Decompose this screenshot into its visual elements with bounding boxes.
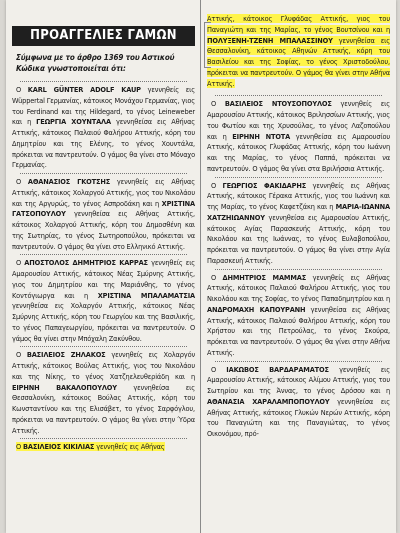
bride-name: ΓΕΩΡΓΙΑ ΧΟΥΝΤΑΛΑ <box>36 117 111 127</box>
groom-name: ΒΑΣΙΛΕΙΟΣ ΚΙΚΙΛΙΑΣ <box>23 442 95 452</box>
announcement-text: Ο ΔΗΜΗΤΡΙΟΣ ΜΑΜΜΑΣ γεννηθείς εις Αθήνας Αττικής, κάτοικος Παλαιού Φαλήρου Αττικής, γιος του Νικολάου και της Σοφίας, το γένος Παπαδημητρίου και η ΑΝΔΡΟΜΑΧΗ ΚΑΠΟΥΡΑΝΗ γεννηθείσα εις Αθήνας Αττικής, κάτοικος Παλαιού Φαλήρου Αττικής, κόρη του Χρήστου και της Πετρούλας, το γένος Σκούρα, πρόκειται να παντρευτούν. Ο γάμος θα γίνει στην Αθήνα Αττικής. <box>207 272 390 357</box>
announcement <box>12 173 195 252</box>
groom-name: ΒΑΣΙΛΕΙΟΣ ΖΗΛΑΚΟΣ <box>26 350 106 360</box>
groom-name: ΔΗΜΗΤΡΙΟΣ ΜΑΜΜΑΣ <box>222 272 307 282</box>
separator <box>215 95 382 96</box>
announcement-text: Ο ΒΑΣΙΛΕΙΟΣ ΝΤΟΥΣΟΠΟΥΛΟΣ γεννηθείς εις Αμαρουσίου Αττικής, κάτοικος Βριλησσίων Αττικής, γιος του Φωτίου και της Χρυσούλας, το γένος Λαζοπούλου και η ΕΙΡΗΝΗ ΝΤΟΤΑ γεννηθείσα εις Αμαρουσίου Αττικής, κάτοικος Γλυφάδας Αττικής, κόρη του Ιωάννη και της Μαρίας, το γένος Παππά, πρόκειται να παντρευτούν. Ο γάμος θα γίνει στα Βριλήσσια Αττικής. <box>207 99 391 173</box>
bride-name: ΠΟΛΥΞΕΝΗ-ΤΖΕΝΗ ΜΠΑΛΑΣΣΙΝΟΥ <box>207 35 333 45</box>
right-column <box>207 14 390 440</box>
announcement-text: Ο ΑΘΑΝΑΣΙΟΣ ΓΚΟΤΣΗΣ γεννηθείς εις Αθήνας Αττικής, κάτοικος Χολαργού Αττικής, γιος του Νικολάου και της Αργυρώς, το γένος Ασπροδάκη και η ΧΡΙΣΤΙΝΑ ΓΑΤΣΟΠΟΥΛΟΥ γεννηθείσα εις Αθήνας Αττικής, κάτοικος Χολαργού Αττικής, κόρη του Δημοσθένη και της Σωτηρίας, το γένος Σωτηροπούλου, πρόκειται να παντρευτούν. Ο γάμος θα γίνει στο Ελληνικό Αττικής. <box>12 177 195 251</box>
bride-name: ΕΙΡΗΝΗ ΒΑΚΑΛΟΠΟΥΛΟΥ <box>12 382 117 392</box>
separator <box>20 81 187 82</box>
announcement-continued-highlighted <box>207 14 390 89</box>
bride-name: ΑΝΔΡΟΜΑΧΗ ΚΑΠΟΥΡΑΝΗ <box>207 304 306 314</box>
groom-name: ΑΠΟΣΤΟΛΟΣ ΔΗΜΗΤΡΙΟΣ ΚΑΡΡΑΣ <box>24 258 148 268</box>
column-divider <box>200 0 201 533</box>
announcement-highlighted <box>12 438 195 453</box>
announcement-text: Ο ΒΑΣΙΛΕΙΟΣ ΖΗΛΑΚΟΣ γεννηθείς εις Χολαργόν Αττικής, κάτοικος Βούλας Αττικής, γιος του Νικολάου και της Νίκης, το γένος Χατζηελευθερiάδη και η ΕΙΡΗΝΗ ΒΑΚΑΛΟΠΟΥΛΟΥ γεννηθείσα εις Θεσσαλονίκη, κάτοικος Βούλας Αττικής, κόρη του Κωνσταντίνου και της Ελισάβετ, το γένος Σαρφόγλου, πρόκειται να παντρευτούν. Ο γάμος θα γίνει στην Ύδρα Αττικής. <box>12 350 195 435</box>
left-column <box>12 0 195 453</box>
announcement <box>207 95 390 174</box>
announcement-text: Ο ΓΕΩΡΓΙΟΣ ΦΑΚΙΔΑΡΗΣ γεννηθείς εις Αθήνας Αττικής, κάτοικος Γέρακα Αττικής, γιος του Ιωάννη και της Μαρίας, το γένος Καφετζάκη και η ΜΑΡΙΑ-ΙΩΑΝΝΑ ΧΑΤΖΗΙΩΑΝΝΟΥ γεννηθείσα εις Αμαρουσίου Αττικής, κάτοικος Αγίας Παρασκευής Αττικής, κόρη του Νικολάου και της Ιωάννας, το γένος Ευλαβοπούλου, πρόκειται να παντρευτούν. Ο γάμος θα γίνει στην Αγία Παρασκευή Αττικής. <box>207 180 390 265</box>
announcement <box>207 361 390 440</box>
announcement-text: Ο KARL GÜNTER ADOLF KAUP γεννηθείς εις Wüppertal Γερμανίας, κάτοικος Μονάχου Γερμανίας, γιος του Ferdinand και της Hildegard, το γένος Leineweber και η ΓΕΩΡΓΙΑ ΧΟΥΝΤΑΛΑ γεννηθείσα εις Αθήνας Αττικής, κάτοικος Παλαιού Φαλήρου Αττικής, κόρη του Δημητρίου και της Ελένης, το γένος Χουντάλα, πρόκειται να παντρευτούν. Ο γάμος θα γίνει στο Μόναχο Γερμανίας. <box>12 85 196 170</box>
bride-name: ΕΙΡΗΝΗ ΝΤΟΤΑ <box>232 131 291 141</box>
announcement-text: Αττικής, κάτοικος Γλυφάδας Αττικής, γιος του Παναγιώτη και της Μαρίας, το γένος Βουτσίνου και η ΠΟΛΥΞΕΝΗ-ΤΖΕΝΗ ΜΠΑΛΑΣΣΙΝΟΥ γεννηθείσα εις Θεσσαλονίκη, κάτοικος Αθηνών Αττικής, κόρη του Βασιλείου και της Σοφίας, το γένος Χριστοδούλου, πρόκειται να παντρευτούν. Ο γάμος θα γίνει στην Αθήνα Αττικής. <box>207 14 390 88</box>
groom-name: ΒΑΣΙΛΕΙΟΣ ΝΤΟΥΣΟΠΟΥΛΟΣ <box>224 99 332 109</box>
groom-name: ΙΑΚΩΒΟΣ ΒΑΡΔΑΡΑΜΑΤΟΣ <box>226 364 329 374</box>
separator <box>20 173 187 174</box>
section-header: ΠΡΟΑΓΓΕΛΙΕΣ ΓΑΜΩΝ <box>12 26 195 46</box>
separator <box>215 269 382 270</box>
announcement-text: Ο ΑΠΟΣΤΟΛΟΣ ΔΗΜΗΤΡΙΟΣ ΚΑΡΡΑΣ γεννηθείς εις Αμαρουσίου Αττικής, κάτοικος Νέας Σμύρνης Αττικής, γιος του Δημητρίου και της Μαριάνθης, το γένος Κοντόγιωργα και η ΧΡΙΣΤΙΝΑ ΜΠΑΛΑΜΑΤΣΙΑ γεννηθείσα εις Χολαργόν Αττικής, κάτοικος Νέας Σμύρνης Αττικής, κόρη του Γεωργίου και της Βασιλικής, το γένος Παπαγεωργίου, πρόκειται να παντρευτούν. Ο γάμος θα γίνει στην Μπόχαλη Ζακύνθου. <box>12 258 196 343</box>
bride-name: ΧΡΙΣΤΙΝΑ ΜΠΑΛΑΜΑΤΣΙΑ <box>97 290 196 300</box>
bride-name: ΜΑΡΙΑ-ΙΩΑΝΝΑ ΧΑΤΖΗΙΩΑΝΝΟΥ <box>207 202 390 222</box>
intro-text: Σύμφωνα με το άρθρο 1369 του Αστικού Κώδικα γνωστοποιείται ότι: <box>16 53 175 73</box>
groom-name: ΓΕΩΡΓΙΟΣ ΦΑΚΙΔΑΡΗΣ <box>222 180 307 190</box>
groom-name: ΑΘΑΝΑΣΙΟΣ ΓΚΟΤΣΗΣ <box>27 177 111 186</box>
announcement <box>12 81 195 171</box>
announcement <box>12 346 195 436</box>
separator <box>215 177 382 178</box>
announcement-text: Ο ΙΑΚΩΒΟΣ ΒΑΡΔΑΡΑΜΑΤΟΣ γεννηθείς εις Αμαρουσίου Αττικής, κάτοικος Αλίμου Αττικής, γιος του Σωτηρίου και της Άννας, το γένος Δρόσου και η ΑΘΑΝΑΣΙΑ ΧΑΡΑΛΑΜΠΟΠΟΥΛΟΥ γεννηθείσα εις Αθήνας Αττικής, κάτοικος Γλυκών Νερών Αττικής, κόρη του Παναγιώτη και της Παναγιώτας, το γένος Οικονόμου, πρό- <box>207 364 390 438</box>
announcement-text: Ο ΒΑΣΙΛΕΙΟΣ ΚΙΚΙΛΙΑΣ γεννηθείς εις Αθήνας <box>16 442 165 452</box>
separator <box>20 438 187 439</box>
bride-name: ΑΘΑΝΑΣΙΑ ΧΑΡΑΛΑΜΠΟΠΟΥΛΟΥ <box>207 396 330 406</box>
newspaper-page <box>6 0 396 533</box>
announcement <box>207 269 390 359</box>
announcement <box>12 254 195 344</box>
separator <box>215 361 382 362</box>
groom-name: KARL GÜNTER ADOLF KAUP <box>27 85 141 94</box>
announcement <box>207 177 390 267</box>
bride-name: ΧΡΙΣΤΙΝΑ ΓΑΤΣΟΠΟΥΛΟΥ <box>12 198 195 219</box>
bracket-mark <box>204 22 211 68</box>
separator <box>20 346 187 347</box>
separator <box>20 254 187 255</box>
